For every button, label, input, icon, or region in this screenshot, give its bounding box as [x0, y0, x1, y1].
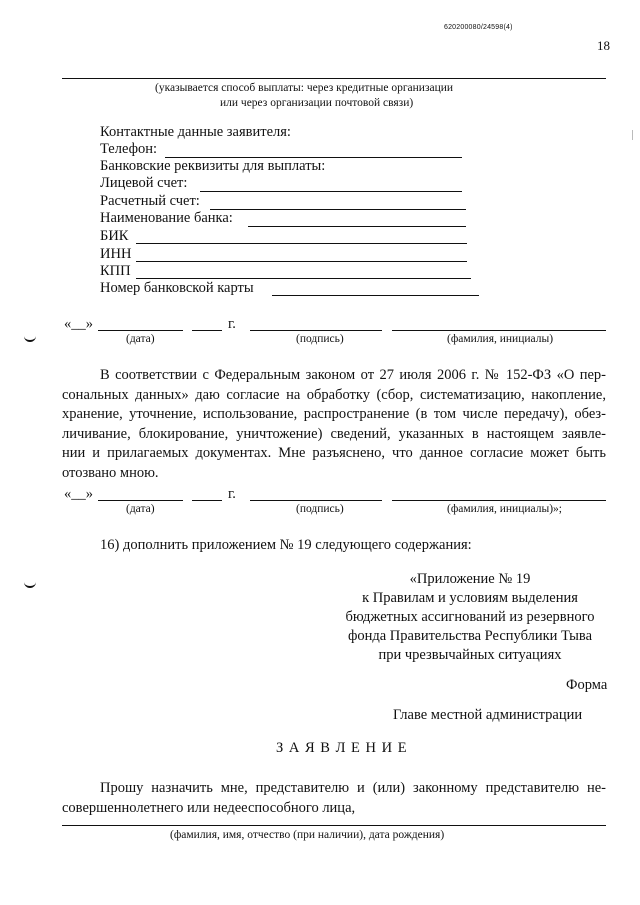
date-caption: (дата) — [126, 503, 155, 515]
contacts-title: Контактные данные заявителя: — [100, 124, 291, 140]
bik-field[interactable] — [136, 243, 467, 244]
document-id: 620200080/24598(4) — [444, 24, 513, 31]
consent-line: личивание, блокирование, уничтожение) сведений, указанных в настоящем заявле- — [62, 425, 606, 442]
inn-label: ИНН — [100, 246, 132, 262]
payment-caption-line-1: (указывается способ выплаты: через кредитные организации — [155, 82, 454, 94]
card-number-label: Номер банковской карты — [100, 280, 254, 296]
date-prefix: «__» — [64, 486, 93, 502]
appendix-line: фонда Правительства Республики Тыва — [347, 628, 593, 644]
bank-name-field[interactable] — [248, 226, 466, 227]
request-line: Прошу назначить мне, представителю и (или) законному представителю не- — [100, 780, 606, 796]
consent-line: сональных данных» даю согласие на обработку (сбор, систематизацию, накопление, — [62, 386, 606, 403]
date-prefix: «__» — [64, 316, 93, 332]
signature-caption: (подпись) — [296, 333, 344, 345]
consent-line: нии и прилагаемых документах. Мне разъяснено, что данное согласие может быть — [62, 445, 606, 461]
date-field[interactable] — [98, 330, 183, 331]
margin-mark — [24, 580, 36, 588]
card-number-field[interactable] — [272, 295, 479, 296]
bank-name-label: Наименование банка: — [100, 210, 233, 226]
kpp-label: КПП — [100, 263, 131, 279]
date-caption: (дата) — [126, 333, 155, 345]
consent-paragraph — [62, 366, 606, 483]
appendix-line: к Правилам и условиям выделения — [362, 590, 578, 606]
year-field[interactable] — [192, 330, 222, 331]
scan-artifact — [626, 130, 633, 140]
bik-label: БИК — [100, 228, 129, 244]
signature-field[interactable] — [250, 500, 382, 501]
page-number: 18 — [597, 38, 610, 53]
inn-field[interactable] — [136, 261, 467, 262]
request-paragraph — [62, 779, 606, 818]
payment-method-line[interactable] — [62, 78, 606, 79]
application-title: З А Я В Л Е Н И Е — [276, 740, 408, 756]
year-field[interactable] — [192, 500, 222, 501]
year-suffix: г. — [228, 316, 236, 332]
signature-caption: (подпись) — [296, 503, 344, 515]
appendix-line: «Приложение № 19 — [409, 571, 531, 587]
signature-field[interactable] — [250, 330, 382, 331]
bank-details-label: Банковские реквизиты для выплаты: — [100, 158, 326, 174]
full-name-field[interactable] — [392, 500, 606, 501]
addressee: Главе местной администрации — [393, 707, 583, 723]
consent-line: хранение, уточнение, использование, распространение (в том числе передачу), обез- — [62, 406, 606, 422]
appendix-line: при чрезвычайных ситуациях — [378, 647, 562, 663]
consent-line: отозвано мною. — [62, 464, 159, 481]
kpp-field[interactable] — [136, 278, 471, 279]
personal-account-field[interactable] — [200, 191, 462, 192]
margin-mark — [24, 334, 36, 342]
form-label: Форма — [566, 677, 608, 693]
request-line: совершеннолетнего или недееспособного лица, — [62, 799, 356, 816]
appendix-line: бюджетных ассигнований из резервного — [345, 609, 595, 625]
personal-account-label: Лицевой счет: — [100, 175, 188, 191]
phone-label: Телефон: — [100, 141, 158, 157]
appendix-heading — [330, 570, 610, 665]
applicant-name-field[interactable] — [62, 825, 606, 826]
settlement-account-label: Расчетный счет: — [100, 193, 200, 209]
name-caption: (фамилия, инициалы) — [447, 333, 554, 345]
applicant-name-caption: (фамилия, имя, отчество (при наличии), дата рождения) — [170, 829, 445, 841]
full-name-field[interactable] — [392, 330, 606, 331]
settlement-account-field[interactable] — [210, 209, 466, 210]
consent-line: В соответствии с Федеральным законом от 27 июля 2006 г. № 152-ФЗ «О пер- — [100, 367, 606, 383]
amendment-text: 16) дополнить приложением № 19 следующего содержания: — [100, 537, 472, 553]
year-suffix: г. — [228, 486, 236, 502]
name-caption: (фамилия, инициалы)»; — [447, 503, 562, 515]
payment-caption-line-2: или через организации почтовой связи) — [220, 97, 414, 109]
date-field[interactable] — [98, 500, 183, 501]
